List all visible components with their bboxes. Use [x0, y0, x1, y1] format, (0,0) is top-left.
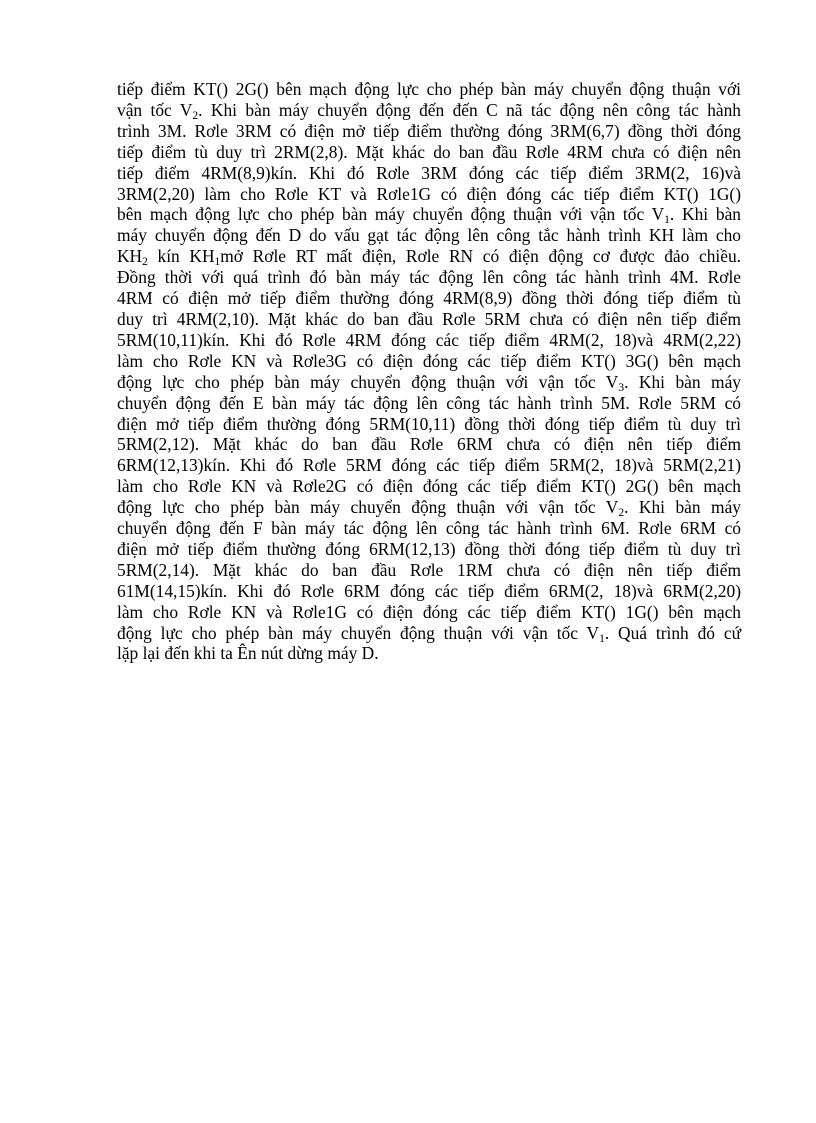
text-line: [117, 476, 741, 497]
text-segment: mở Rơle RT mất điện, Rơle RN có điện động cơ được đảo chiều.: [220, 246, 741, 267]
body-paragraph: [117, 79, 741, 664]
text-segment: máy chuyển động đến D do vấu gạt tác động lên công tắc hành trình KH làm cho: [117, 225, 741, 246]
text-segment: . Khi bàn máy chuyển động đến đến C nã tác động nên công tác hành: [198, 99, 741, 120]
text-line: [117, 163, 741, 184]
text-line: [117, 414, 741, 435]
text-segment: tiếp điểm tù duy trì 2RM(2,8). Mặt khác do ban đầu Rơle 4RM chưa có điện nên: [117, 141, 741, 162]
text-line: [117, 184, 741, 205]
text-segment: động lực cho phép bàn máy chuyển động thuận với vận tốc V: [117, 371, 619, 392]
text-segment: . Khi bàn máy: [624, 497, 741, 518]
text-segment: KH: [117, 246, 143, 267]
text-line: [117, 309, 741, 330]
text-segment: kín KH: [147, 246, 215, 267]
text-line: [117, 581, 741, 602]
text-segment: 5RM(2,14). Mặt khác do ban đầu Rơle 1RM chưa có điện nên tiếp điểm: [117, 559, 741, 580]
text-line: [117, 351, 741, 372]
text-segment: làm cho Rơle KN và Rơle2G có điện đóng các tiếp điểm KT() 2G() bên mạch: [117, 476, 741, 497]
text-segment: 3RM(2,20) làm cho Rơle KT và Rơle1G có điện đóng các tiếp điểm KT() 1G(): [117, 183, 741, 204]
subscript: 2: [618, 507, 625, 520]
text-segment: 5RM(10,11)kín. Khi đó Rơle 4RM đóng các tiếp điểm 4RM(2, 18)và 4RM(2,22): [117, 329, 741, 350]
text-segment: . Quá trình đó cứ: [604, 622, 741, 643]
text-segment: Đồng thời với quá trình đó bàn máy tác động lên công tác hành trình 4M. Rơle: [117, 267, 741, 288]
text-segment: tiếp điểm 4RM(8,9)kín. Khi đó Rơle 3RM đóng các tiếp điểm 3RM(2, 16)và: [117, 162, 741, 183]
text-line: [117, 288, 741, 309]
text-segment: tiếp điểm KT() 2G() bên mạch động lực cho phép bàn máy chuyển động thuận với: [117, 79, 741, 99]
text-segment: duy trì 4RM(2,10). Mặt khác do ban đầu Rơle 5RM chưa có điện nên tiếp điểm: [117, 308, 741, 329]
subscript: 2: [142, 256, 148, 269]
text-segment: 6RM(12,13)kín. Khi đó Rơle 5RM đóng các tiếp điểm 5RM(2, 18)và 5RM(2,21): [117, 455, 741, 476]
text-line: [117, 518, 741, 539]
text-segment: động lực cho phép bàn máy chuyển động thuận với vận tốc V: [117, 497, 619, 518]
text-line: [117, 623, 741, 644]
text-line: [117, 455, 741, 476]
text-line: [117, 393, 741, 414]
text-segment: 61M(14,15)kín. Khi đó Rơle 6RM đóng các tiếp điểm 6RM(2, 18)và 6RM(2,20): [117, 580, 741, 601]
text-segment: chuyển động đến E bàn máy tác động lên công tác hành trình 5M. Rơle 5RM có: [117, 392, 741, 413]
text-line: [117, 121, 741, 142]
subscript: 1: [214, 256, 221, 269]
text-line: [117, 225, 741, 246]
text-line: [117, 560, 741, 581]
text-segment: . Khi bàn máy: [624, 371, 741, 392]
text-line: [117, 539, 741, 560]
text-line: [117, 267, 741, 288]
text-line: [117, 643, 741, 664]
text-segment: vận tốc V: [117, 99, 193, 120]
text-line: [117, 142, 741, 163]
text-line: [117, 434, 741, 455]
text-line: [117, 372, 741, 393]
subscript: 1: [664, 214, 670, 227]
text-segment: điện mở tiếp điểm thường đóng 6RM(12,13) đồng thời đóng tiếp điểm tù duy trì: [117, 538, 741, 559]
text-line: [117, 330, 741, 351]
text-segment: 5RM(2,12). Mặt khác do ban đầu Rơle 6RM chưa có điện nên tiếp điểm: [117, 434, 741, 455]
text-line: [117, 204, 741, 225]
text-line: [117, 100, 741, 121]
text-segment: chuyển động đến F bàn máy tác động lên công tác hành trình 6M. Rơle 6RM có: [117, 518, 741, 539]
text-line: [117, 497, 741, 518]
text-segment: làm cho Rơle KN và Rơle1G có điện đóng các tiếp điểm KT() 1G() bên mạch: [117, 601, 741, 622]
text-segment: làm cho Rơle KN và Rơle3G có điện đóng các tiếp điểm KT() 3G() bên mạch: [117, 350, 741, 371]
text-segment: bên mạch động lực cho phép bàn máy chuyển động thuận với vận tốc V: [117, 204, 665, 225]
text-line: [117, 602, 741, 623]
subscript: 1: [599, 632, 605, 645]
text-segment: . Khi bàn: [669, 204, 741, 225]
text-segment: điện mở tiếp điểm thường đóng 5RM(10,11) đồng thời đóng tiếp điểm tù duy trì: [117, 413, 741, 434]
text-segment: động lực cho phép bàn máy chuyển động thuận với vận tốc V: [117, 622, 600, 643]
subscript: 2: [192, 110, 199, 123]
subscript: 3: [618, 381, 625, 394]
text-line: [117, 79, 741, 100]
text-segment: 4RM có điện mở tiếp điểm thường đóng 4RM(8,9) đồng thời đóng tiếp điểm tù: [117, 288, 741, 309]
text-segment: lặp lại đến khi ta Ên nút dừng máy D.: [117, 643, 379, 664]
text-segment: trình 3M. Rơle 3RM có điện mở tiếp điểm thường đóng 3RM(6,7) đồng thời đóng: [117, 120, 741, 141]
text-line: [117, 246, 741, 267]
